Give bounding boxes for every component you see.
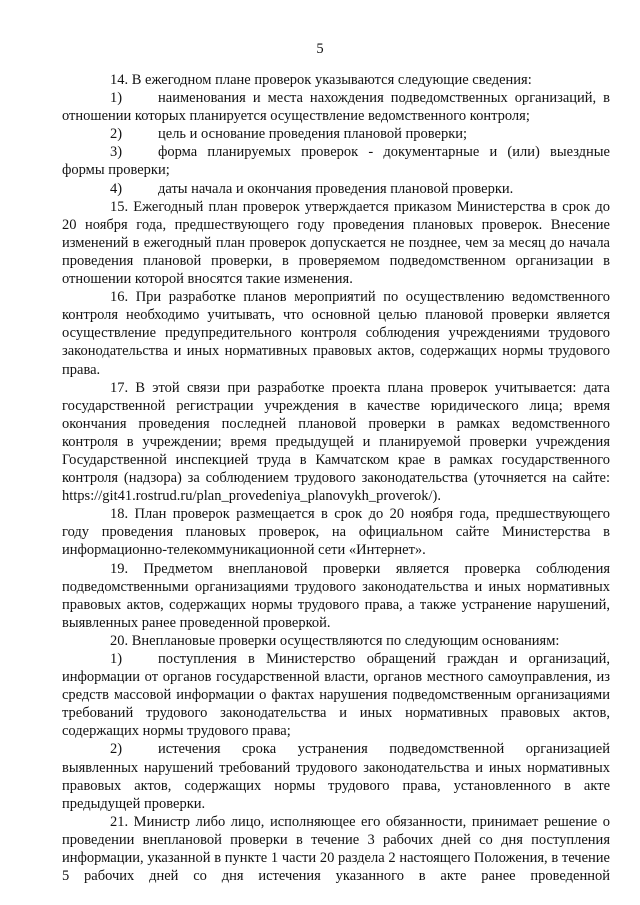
paragraph-16 [62, 288, 610, 378]
item-text: наименования и места нахождения подведомственных организаций, в отношении которых планируется осуществление ведомственного контроля; [62, 90, 610, 125]
paragraph-17 [62, 379, 610, 506]
paragraph-text: 21. Министр либо лицо, исполняющее его обязанности, принимает решение о проведении внеплановой проверки в течение 3 рабочих дней со дня поступления информации, указанной в пункте 1 части 20 раздела 2 настоящего Положения, в течение 5 рабочих дней со дня истечения указанного в акте ранее проведенной [62, 813, 610, 885]
paragraph-text: 16. При разработке планов мероприятий по осуществлению ведомственного контроля необходимо учитывать, что основной целью плановой проверки является осуществление предупредительного контроля соблюдения учреждениями трудового законодательства и иных нормативных правовых актов, содержащих нормы трудового права. [62, 289, 610, 378]
paragraph-21 [62, 813, 610, 885]
list-item [62, 650, 610, 740]
item-number: 2) [110, 126, 123, 143]
item-number: 1) [110, 90, 123, 107]
list-item [62, 143, 610, 179]
paragraph-15 [62, 198, 610, 288]
paragraph-19 [62, 560, 610, 632]
item-number: 3) [110, 144, 123, 161]
paragraph-14 [62, 71, 610, 89]
paragraph-text: 18. План проверок размещается в срок до 20 ноября года, предшествующего году проведения плановых проверок, на официальном сайте Министерства в информационно-телекоммуникационной сети «Интернет». [62, 506, 610, 559]
paragraph-text: 20. Внеплановые проверки осуществляются по следующим основаниям: [110, 632, 560, 649]
item-number: 1) [110, 651, 123, 667]
item-number: 4) [110, 180, 123, 197]
paragraph-text: 15. Ежегодный план проверок утверждается приказом Министерства в срок до 20 ноября года, предшествующего году проведения плановых проверок. Внесение изменений в ежегодный план проверок допускается не позднее, чем за месяц до начала проведения плановой проверки, в проверяемом подведомственном организации в отношении которой вносятся такие изменения. [62, 198, 610, 288]
item-text: даты начала и окончания проведения плановой проверки. [158, 180, 514, 197]
item-text: поступления в Министерство обращений граждан и организаций, информации от органов государственной власти, органов местного самоуправления, из средств массовой информации о фактах нарушения подведомственным организациями требований трудового законодательства и иных нормативных правовых актов, содержащих нормы трудового права; [62, 651, 610, 740]
paragraph-text: 14. В ежегодном плане проверок указываются следующие сведения: [110, 72, 532, 88]
paragraph-text: 17. В этой связи при разработке проекта плана проверок учитывается: дата государственной регистрации учреждения в качестве юридического лица; время окончания проведения последней плановой проверки в рамках ведомственного контроля в учреждении; время предыдущей и планируемой проверки учреждения Государственной инспекцией труда в Камчатском крае в рамках государственного контроля (надзора) за соблюдением трудового законодательства (уточняется на сайте: https://git41.rostrud.ru/plan_provedeniya_planovykh_proverok/). [62, 379, 610, 505]
paragraph-20 [62, 632, 610, 650]
document-body [62, 71, 610, 885]
page-number: 5 [316, 41, 324, 57]
list-item [62, 180, 610, 198]
paragraph-text: 19. Предметом внеплановой проверки является проверка соблюдения подведомственными организациями трудового законодательства и иных нормативных правовых актов, содержащих нормы трудового права, а также устранение нарушений, выявленных ранее проведенной проверкой. [62, 560, 610, 631]
item-text: цель и основание проведения плановой проверки; [158, 126, 468, 143]
list-item [62, 89, 610, 125]
item-number: 2) [110, 741, 123, 758]
list-item [62, 740, 610, 812]
list-item [62, 125, 610, 143]
item-text: форма планируемых проверок - документарные и (или) выездные формы проверки; [62, 144, 610, 179]
paragraph-18 [62, 505, 610, 559]
item-text: истечения срока устранения подведомственной организацией выявленных нарушений требований трудового законодательства и иных нормативных правовых актов, содержащих нормы трудового права, установленного в акте предыдущей проверки. [62, 741, 610, 812]
